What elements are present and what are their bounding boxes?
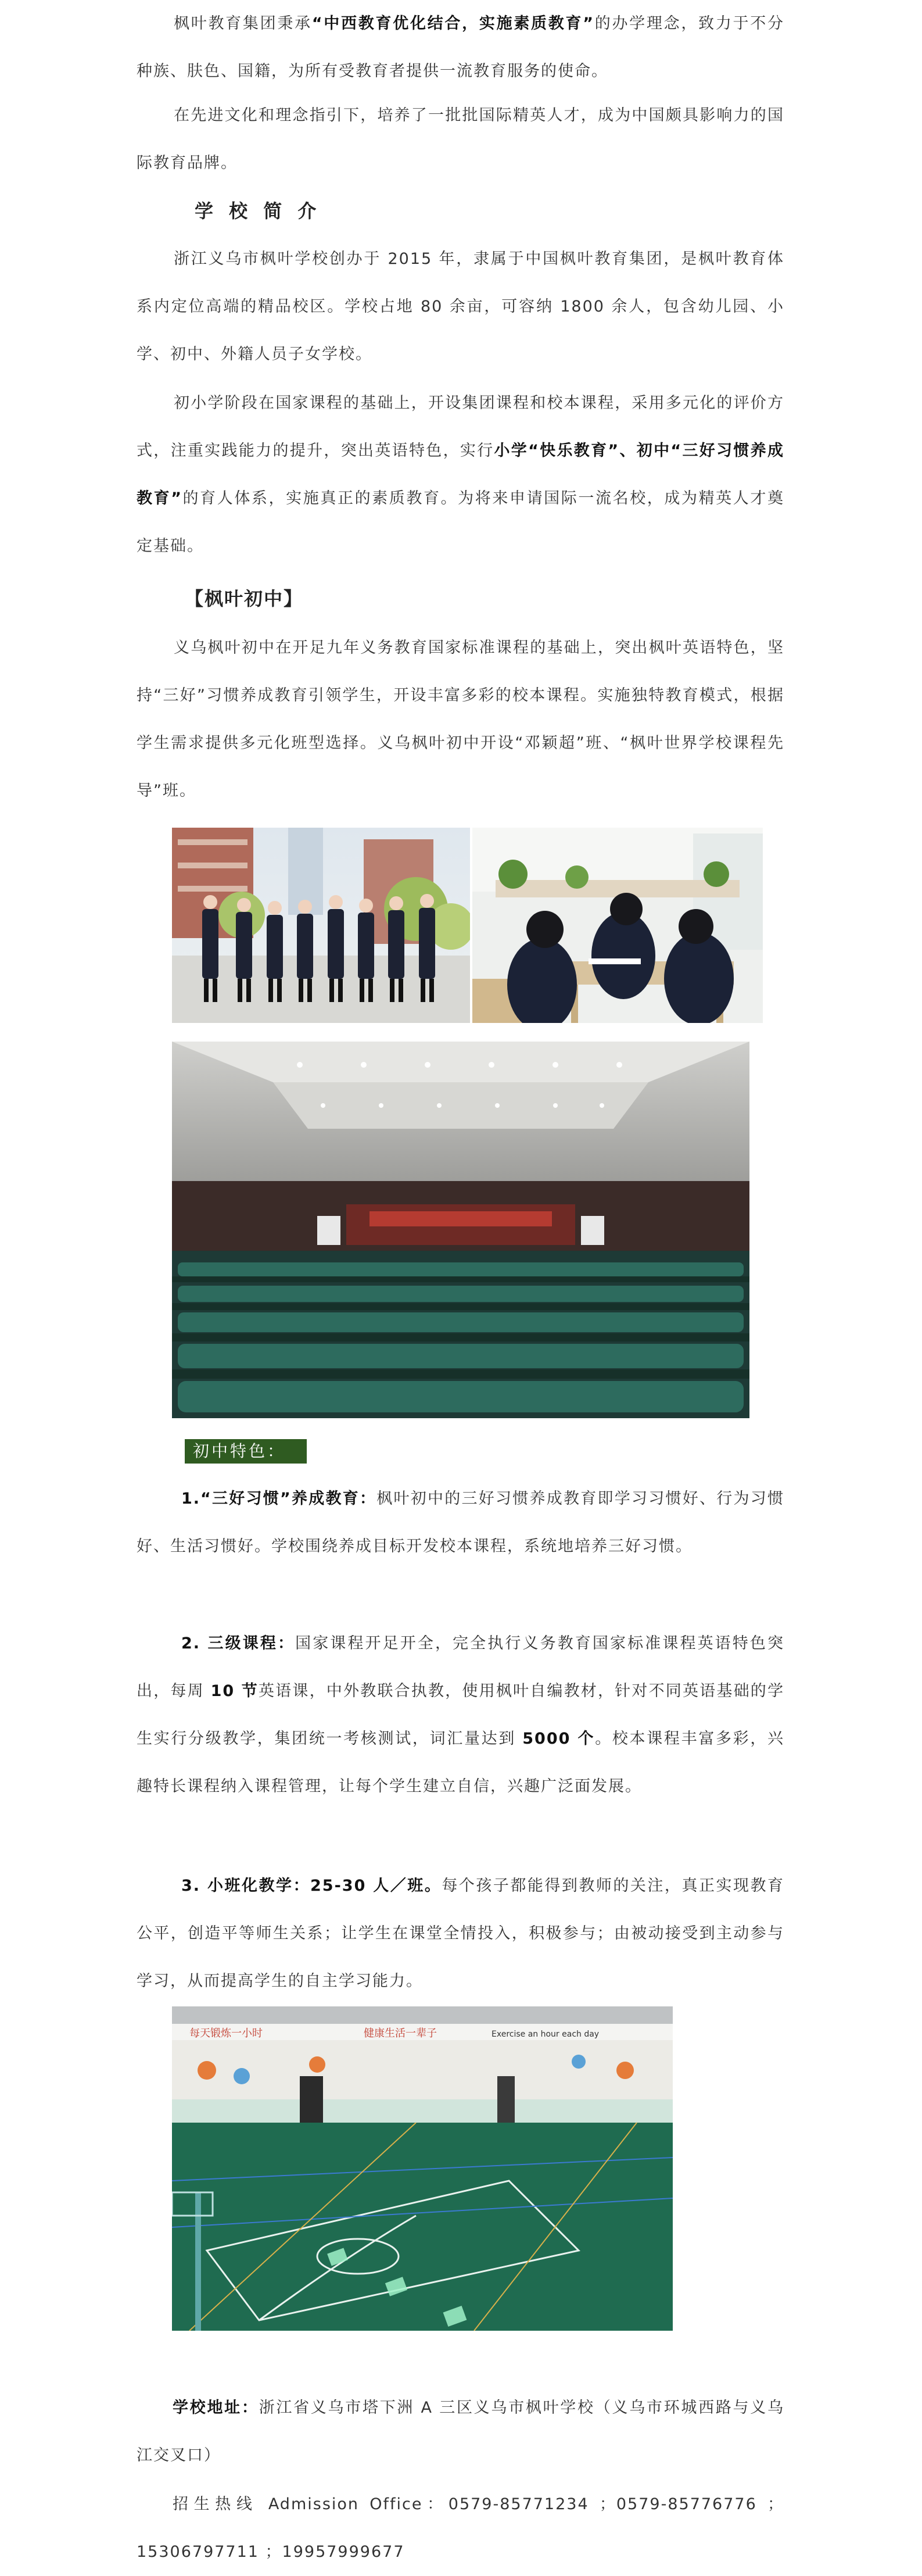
feature-2-paragraph: 2. 三级课程：国家课程开足开全，完全执行义务教育国家标准课程英语特色突出，每周 10 节英语课，中外教联合执教，使用枫叶自编教材，针对不同英语基础的学生实行分级教学，集团统一考核测试，词汇量达到 5000 个。校本课程丰富多彩，兴趣特长课程纳入课程管理，让每个学生建立自信，兴趣广泛面发展。 bbox=[137, 1634, 785, 1795]
feature-3-paragraph: 3. 小班化教学：25-30 人／班。每个孩子都能得到教师的关注，真正实现教育公平，创造平等师生关系；让学生在课堂全情投入，积极参与；由被动接受到主动参与学习，从而提高学生的自主学习能力。 bbox=[137, 1877, 784, 1990]
students-walking-photo bbox=[172, 828, 470, 1023]
gym-banner-left: 每天锻炼一小时 bbox=[189, 2027, 263, 2040]
admission-hotline: 招生热线 Admission Office：0579-85771234 ；0579-85776776 ；15306797711 ；19957999677 bbox=[137, 2495, 784, 2561]
gym-banner-right: Exercise an hour each day bbox=[492, 2030, 600, 2039]
school-intro-paragraph-2: 初小学阶段在国家课程的基础上，开设集团课程和校本课程，采用多元化的评价方式，注重实践能力的提升，突出英语特色，实行小学“快乐教育”、初中“三好习惯养成教育”的育人体系，实施真正的素质教育。为将来申请国际一流名校，成为精英人才奠定基础。 bbox=[137, 394, 784, 555]
junior-paragraph: 义乌枫叶初中在开足九年义务教育国家标准课程的基础上，突出枫叶英语特色，坚持“三好”习惯养成教育引领学生，开设丰富多彩的校本课程。实施独特教育模式，根据学生需求提供多元化班型选择。义乌枫叶初中开设“邓颖超”班、“枫叶世界学校课程先导”班。 bbox=[137, 639, 784, 800]
school-intro-paragraph-1: 浙江义乌市枫叶学校创办于 2015 年，隶属于中国枫叶教育集团，是枫叶教育体系内定位高端的精品校区。学校占地 80 余亩，可容纳 1800 余人，包含幼儿园、小学、初中、外籍人员子女学校。 bbox=[137, 250, 784, 363]
classroom-study-photo bbox=[472, 828, 763, 1023]
school-address: 学校地址：浙江省义乌市塔下洲 A 三区义乌市枫叶学校（义乌市环城西路与义乌江交叉口） bbox=[137, 2399, 784, 2464]
features-badge: 初中特色： bbox=[185, 1439, 307, 1464]
intro-paragraph-1: 枫叶教育集团秉承“中西教育优化结合，实施素质教育”的办学理念，致力于不分种族、肤色、国籍，为所有受教育者提供一流教育服务的使命。 bbox=[137, 15, 784, 80]
feature-1-paragraph: 1.“三好习惯”养成教育：枫叶初中的三好习惯养成教育即学习习惯好、行为习惯好、生活习惯好。学校围绕养成目标开发校本课程，系统地培养三好习惯。 bbox=[137, 1490, 784, 1555]
junior-heading: 【枫叶初中】 bbox=[185, 588, 304, 610]
auditorium-photo bbox=[172, 1042, 749, 1418]
intro-paragraph-2: 在先进文化和理念指引下，培养了一批批国际精英人才，成为中国颇具影响力的国际教育品牌。 bbox=[137, 106, 784, 172]
school-intro-heading: 学 校 简 介 bbox=[195, 200, 321, 222]
gym-banner-middle: 健康生活一辈子 bbox=[364, 2027, 437, 2040]
gymnasium-photo bbox=[172, 2006, 673, 2331]
